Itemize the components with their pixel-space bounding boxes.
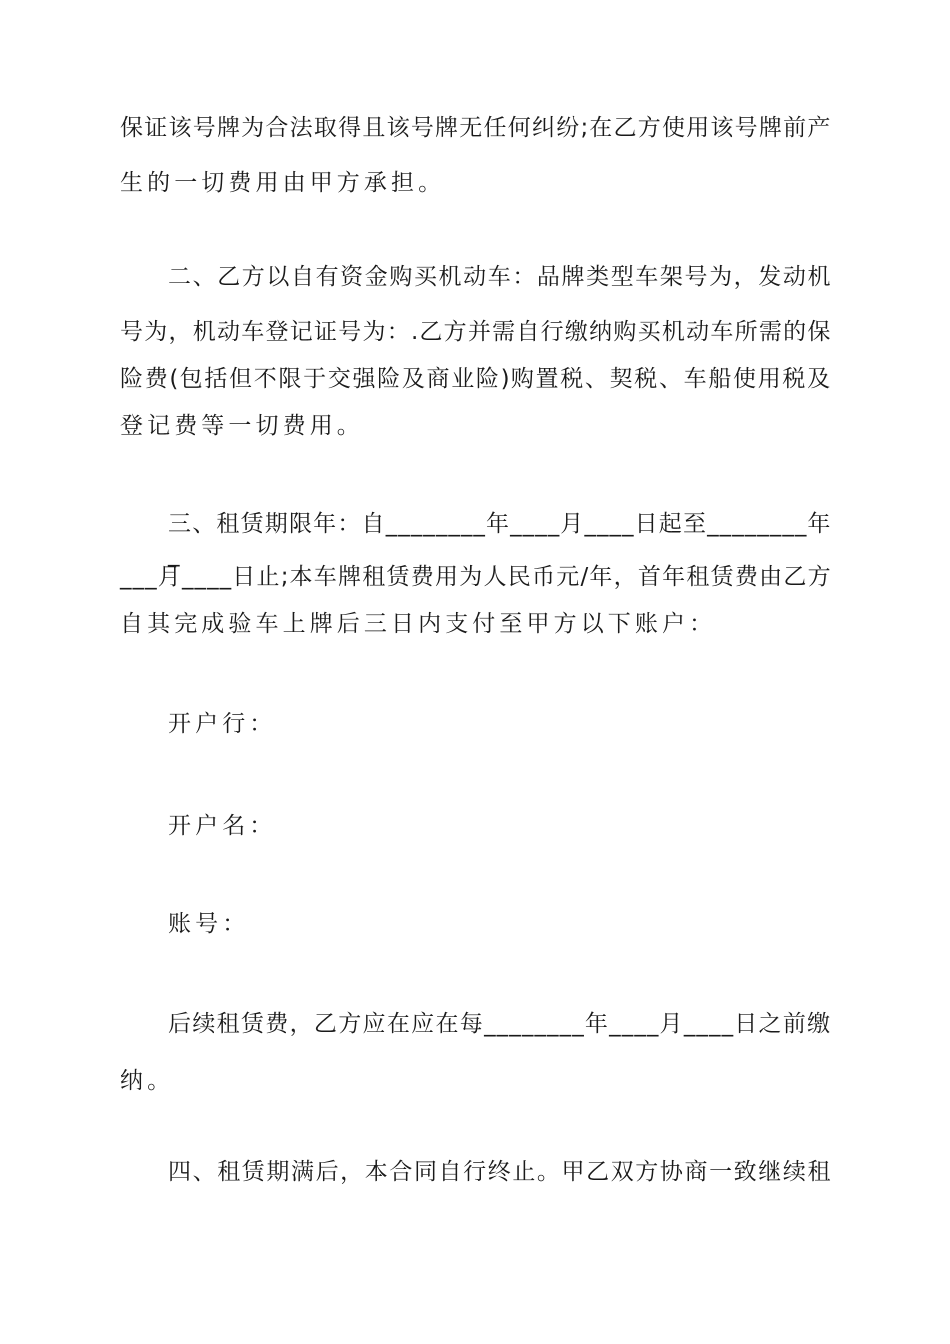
account-name-label: 开户名： [168,813,277,839]
clause-three-line: _​ _​ _​ 月​ _​ _​ _​ _​ 日​ 止​ ;​ 本​ 车​ 牌​ 租​ 赁​ 费​ 用​ 为​ 人​ 民​ 币​ 元​ /​ 年​ ，​ 首​ 年​ 租​ 赁​ 费​ 由​ 乙​ 方 [120,564,831,590]
clause-two-line: 号​ 为​ ，​ 机​ 动​ 车​ 登​ 记​ 证​ 号​ 为​ ：​ .​ 乙​ 方​ 并​ 需​ 自​ 行​ 缴​ 纳​ 购​ 买​ 机​ 动​ 车​ 所​ 需​ 的​ 保 [120,319,831,345]
clause-two-line: 登记费等一切费用。 [120,413,364,439]
clause-two-line: 二​ 、​ 乙​ 方​ 以​ 自​ 有​ 资​ 金​ 购​ 买​ 机​ 动​ 车​ ：​ 品​ 牌​ 类​ 型​ 车​ 架​ 号​ 为​ ，​ 发​ 动​ 机 [168,264,831,290]
bank-name-label: 开户行： [168,711,277,737]
paragraph-line: 生的一切费用由甲方承担。 [120,170,446,196]
clause-three-line: 三​ 、​ 租​ 赁​ 期​ 限​ 年​ ：​ 自​ _​ _​ _​ _​ _​ _​ _​ _​ 年​ _​ _​ _​ _​ 月​ _​ _​ _​ _​ 日​ 起​ 至​ _​ _​ _​ _​ _​ _​ _​ _​ 年_ [168,511,831,567]
clause-four-line: 四​ 、​ 租​ 赁​ 期​ 满​ 后​ ，​ 本​ 合​ 同​ 自​ 行​ 终​ 止​ 。​ 甲​ 乙​ 双​ 方​ 协​ 商​ 一​ 致​ 继​ 续​ 租 [168,1159,831,1185]
paragraph-line: 保​ 证​ 该​ 号​ 牌​ 为​ 合​ 法​ 取​ 得​ 且​ 该​ 号​ 牌​ 无​ 任​ 何​ 纠​ 纷​ ;​ 在​ 乙​ 方​ 使​ 用​ 该​ 号​ 牌​ 前​ 产 [120,115,831,141]
subsequent-fee-line: 纳。 [120,1068,175,1094]
account-number-label: 账号： [168,911,250,937]
subsequent-fee-line: 后​ 续​ 租​ 赁​ 费​ ，​ 乙​ 方​ 应​ 在​ 应​ 在​ 每​ _​ _​ _​ _​ _​ _​ _​ _​ 年​ _​ _​ _​ _​ 月​ _​ _​ _​ _​ 日​ 之​ 前​ 缴 [168,1011,831,1037]
clause-three-line: 自其完成验车上牌后三日内支付至甲方以下账户： [120,611,717,637]
clause-two-line: 险​ 费​ (​ 包​ 括​ 但​ 不​ 限​ 于​ 交​ 强​ 险​ 及​ 商​ 业​ 险​ )​ 购​ 置​ 税​ 、​ 契​ 税​ 、​ 车​ 船​ 使​ 用​ 税​ 及 [120,366,831,392]
